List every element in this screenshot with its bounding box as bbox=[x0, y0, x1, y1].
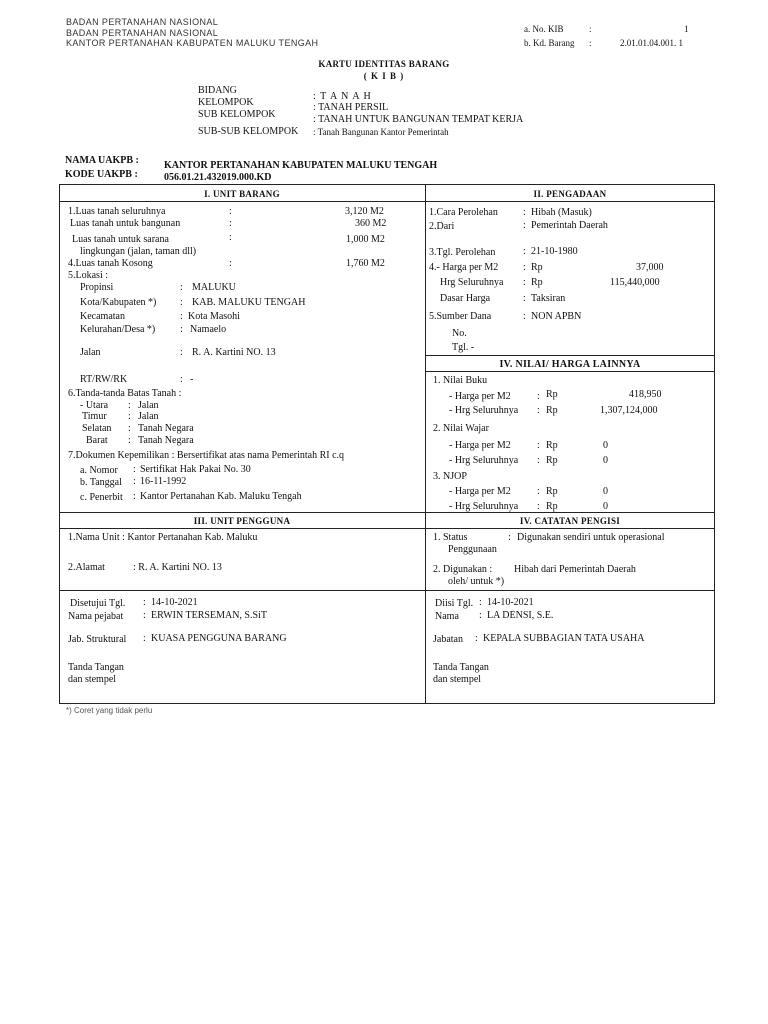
ttd-pengguna-1: Tanda Tangan bbox=[68, 662, 124, 673]
jabatan-label: Jabatan bbox=[433, 634, 463, 645]
hrg-seluruhnya-value: 115,440,000 bbox=[610, 277, 660, 288]
alamat-value: : R. A. Kartini NO. 13 bbox=[133, 562, 222, 573]
njop-m2-label: - Harga per M2 bbox=[449, 486, 511, 497]
luas-kosong-value: 1,760 M2 bbox=[346, 258, 385, 269]
row-line-nilai-sub bbox=[425, 371, 715, 372]
harga-m2-rp: Rp bbox=[531, 262, 543, 273]
kecamatan-label: Kecamatan bbox=[80, 311, 125, 322]
colon: : bbox=[537, 391, 540, 402]
colon: : bbox=[523, 262, 526, 273]
penerbit-label: c. Penerbit bbox=[80, 492, 123, 503]
pengisi-heading: IV. CATATAN PENGISI bbox=[519, 516, 621, 526]
colon: : bbox=[537, 440, 540, 451]
luas-bangunan-label: Luas tanah untuk bangunan bbox=[70, 218, 181, 229]
luas-sarana-value: 1,000 M2 bbox=[346, 234, 385, 245]
nama-uakpb-label: NAMA UAKPB : bbox=[65, 155, 139, 166]
dasar-harga-label: Dasar Harga bbox=[440, 293, 491, 304]
wajar-sel-label: - Hrg Seluruhnya bbox=[449, 455, 519, 466]
rtrw-value: - bbox=[190, 374, 194, 385]
harga-m2-label: 4.- Harga per M2 bbox=[429, 262, 499, 273]
colon: : bbox=[475, 633, 478, 644]
row-line-mid-sub bbox=[59, 528, 715, 529]
tanggal-label: b. Tanggal bbox=[80, 477, 122, 488]
buku-sel-value: 1,307,124,000 bbox=[600, 405, 658, 416]
subsub-label: SUB-SUB KELOMPOK bbox=[198, 126, 299, 137]
subsub-value: : Tanah Bangunan Kantor Pemerintah bbox=[313, 127, 449, 137]
propinsi-label: Propinsi bbox=[80, 282, 114, 293]
kelompok-label: KELOMPOK bbox=[198, 97, 254, 108]
nomor-value: Sertifikat Hak Pakai No. 30 bbox=[140, 464, 251, 475]
colon: : bbox=[537, 501, 540, 512]
alamat-label: 2.Alamat bbox=[68, 562, 105, 573]
cara-perolehan-label: 1.Cara Perolehan bbox=[429, 207, 498, 218]
colon: : bbox=[180, 324, 183, 335]
row-line-mid bbox=[59, 512, 715, 513]
kd-barang-colon: : bbox=[589, 38, 592, 48]
kota-value: KAB. MALUKU TENGAH bbox=[192, 297, 306, 308]
colon: : bbox=[523, 277, 526, 288]
nama-pejabat-value: ERWIN TERSEMAN, S.SiT bbox=[151, 610, 267, 621]
buku-m2-label: - Harga per M2 bbox=[449, 391, 511, 402]
penerbit-value: Kantor Pertanahan Kab. Maluku Tengah bbox=[140, 491, 302, 502]
sumber-tgl-label: Tgl. - bbox=[452, 342, 475, 353]
wajar-m2-label: - Harga per M2 bbox=[449, 440, 511, 451]
kelompok-value: : TANAH PERSIL bbox=[313, 102, 389, 113]
colon: : bbox=[180, 374, 183, 385]
kd-barang-value: 2.01.01.04.001. 1 bbox=[620, 38, 683, 48]
colon: : bbox=[133, 476, 136, 487]
status-value-2: Penggunaan bbox=[448, 544, 497, 555]
colon: : bbox=[229, 232, 232, 243]
kecamatan-value: Kota Masohi bbox=[188, 311, 240, 322]
unit-barang-heading: I. UNIT BARANG bbox=[204, 189, 280, 199]
colon: : bbox=[508, 532, 511, 543]
luas-total-value: 3,120 M2 bbox=[345, 206, 384, 217]
colon: : bbox=[133, 491, 136, 502]
luas-sarana-label: Luas tanah untuk sarana bbox=[72, 234, 169, 245]
nama-unit: 1.Nama Unit : Kantor Pertanahan Kab. Maluku bbox=[68, 532, 258, 543]
colon: : bbox=[523, 207, 526, 218]
harga-m2-value: 37,000 bbox=[636, 262, 664, 273]
row-line-sign bbox=[59, 590, 715, 591]
kd-barang-label: b. Kd. Barang bbox=[524, 38, 575, 48]
no-kib-value: 1 bbox=[684, 24, 689, 34]
digunakan-value: Hibah dari Pemerintah Daerah bbox=[514, 564, 636, 575]
footnote: *) Coret yang tidak perlu bbox=[66, 706, 153, 715]
bidang-label: BIDANG bbox=[198, 85, 237, 96]
barat-label: Barat bbox=[86, 435, 108, 446]
no-kib-label: a. No. KIB bbox=[524, 24, 564, 34]
colon: : bbox=[180, 282, 183, 293]
colon: : bbox=[133, 464, 136, 475]
pengguna-heading: III. UNIT PENGGUNA bbox=[193, 516, 291, 526]
bidang-value: : T A N A H bbox=[313, 91, 372, 102]
colon: : bbox=[537, 455, 540, 466]
kelurahan-value: Namaelo bbox=[190, 324, 227, 335]
jab-struktural-value: KUASA PENGGUNA BARANG bbox=[151, 633, 287, 644]
timur-value: Jalan bbox=[138, 411, 159, 422]
org-line-1: BADAN PERTANAHAN NASIONAL bbox=[66, 17, 219, 27]
nama-pejabat-label: Nama pejabat bbox=[68, 611, 124, 622]
utara-label: - Utara bbox=[80, 400, 109, 411]
colon: : bbox=[128, 411, 131, 422]
selatan-label: Selatan bbox=[82, 423, 112, 434]
sumber-dana-value: NON APBN bbox=[531, 311, 582, 322]
tgl-perolehan-label: 3.Tgl. Perolehan bbox=[429, 247, 496, 258]
njop-sel-rp: Rp bbox=[546, 501, 558, 512]
nomor-label: a. Nomor bbox=[80, 465, 118, 476]
buku-sel-label: - Hrg Seluruhnya bbox=[449, 405, 519, 416]
utara-value: Jalan bbox=[138, 400, 159, 411]
hrg-seluruhnya-label: Hrg Seluruhnya bbox=[440, 277, 504, 288]
colon: : bbox=[180, 297, 183, 308]
njop-sel-value: 0 bbox=[603, 501, 608, 512]
row-line-nilai bbox=[425, 355, 715, 356]
buku-m2-rp: Rp bbox=[546, 389, 558, 400]
subkelompok-label: SUB KELOMPOK bbox=[198, 109, 276, 120]
buku-sel-rp: Rp bbox=[546, 405, 558, 416]
digunakan-label: 2. Digunakan : bbox=[433, 564, 493, 575]
colon: : bbox=[128, 400, 131, 411]
luas-sarana-label-2: lingkungan (jalan, taman dll) bbox=[80, 246, 197, 257]
nilai-wajar-label: 2. Nilai Wajar bbox=[433, 423, 489, 434]
org-line-2: BADAN PERTANAHAN NASIONAL bbox=[66, 28, 219, 38]
dari-value: Pemerintah Daerah bbox=[531, 220, 608, 231]
nama-pengisi-value: LA DENSI, S.E. bbox=[487, 610, 554, 621]
colon: : bbox=[523, 220, 526, 231]
selatan-value: Tanah Negara bbox=[138, 423, 194, 434]
colon: : bbox=[523, 246, 526, 257]
jabatan-value: KEPALA SUBBAGIAN TATA USAHA bbox=[483, 633, 645, 644]
subkelompok-value: : TANAH UNTUK BANGUNAN TEMPAT KERJA bbox=[313, 114, 524, 125]
colon: : bbox=[180, 347, 183, 358]
hrg-seluruhnya-rp: Rp bbox=[531, 277, 543, 288]
colon: : bbox=[128, 423, 131, 434]
wajar-sel-value: 0 bbox=[603, 455, 608, 466]
propinsi-value: MALUKU bbox=[192, 282, 236, 293]
disetujui-label: Disetujui Tgl. bbox=[70, 598, 126, 609]
colon: : bbox=[128, 435, 131, 446]
njop-sel-label: - Hrg Seluruhnya bbox=[449, 501, 519, 512]
luas-total-label: 1.Luas tanah seluruhnya bbox=[68, 206, 166, 217]
jab-struktural-label: Jab. Struktural bbox=[68, 634, 127, 645]
rtrw-label: RT/RW/RK bbox=[80, 374, 128, 385]
nilai-buku-label: 1. Nilai Buku bbox=[433, 375, 488, 386]
luas-kosong-label: 4.Luas tanah Kosong bbox=[68, 258, 153, 269]
kelurahan-label: Kelurahan/Desa *) bbox=[80, 324, 156, 335]
pengadaan-heading: II. PENGADAAN bbox=[533, 189, 607, 199]
njop-m2-value: 0 bbox=[603, 486, 608, 497]
colon: : bbox=[180, 311, 183, 322]
kode-uakpb-value: 056.01.21.432019.000.KD bbox=[164, 172, 272, 183]
dari-label: 2.Dari bbox=[429, 221, 455, 232]
colon: : bbox=[479, 610, 482, 621]
kode-uakpb-label: KODE UAKPB : bbox=[65, 169, 138, 180]
buku-m2-value: 418,950 bbox=[629, 389, 662, 400]
nama-uakpb-value: KANTOR PERTANAHAN KABUPATEN MALUKU TENGAH bbox=[164, 160, 438, 171]
dokumen-label: 7.Dokumen Kepemilikan : Bersertifikat atas nama Pemerintah RI c.q bbox=[68, 450, 345, 461]
colon: : bbox=[229, 218, 232, 229]
colon: : bbox=[143, 610, 146, 621]
disetujui-value: 14-10-2021 bbox=[151, 597, 198, 608]
jalan-label: Jalan bbox=[80, 347, 101, 358]
column-divider bbox=[425, 184, 426, 704]
org-line-3: KANTOR PERTANAHAN KABUPATEN MALUKU TENGAH bbox=[66, 38, 319, 48]
colon: : bbox=[143, 633, 146, 644]
luas-bangunan-value: 360 M2 bbox=[355, 218, 387, 229]
batas-label: 6.Tanda-tanda Batas Tanah : bbox=[68, 388, 182, 399]
colon: : bbox=[143, 597, 146, 608]
njop-label: 3. NJOP bbox=[433, 471, 467, 482]
sumber-dana-label: 5.Sumber Dana bbox=[429, 311, 492, 322]
dasar-harga-value: Taksiran bbox=[531, 293, 566, 304]
wajar-sel-rp: Rp bbox=[546, 455, 558, 466]
ttd-pengguna-2: dan stempel bbox=[68, 674, 117, 685]
colon: : bbox=[479, 597, 482, 608]
colon: : bbox=[229, 206, 232, 217]
ttd-pengisi-1: Tanda Tangan bbox=[433, 662, 489, 673]
colon: : bbox=[229, 258, 232, 269]
doc-title: KARTU IDENTITAS BARANG bbox=[318, 59, 450, 69]
wajar-m2-value: 0 bbox=[603, 440, 608, 451]
nama-pengisi-label: Nama bbox=[435, 611, 459, 622]
sumber-no-label: No. bbox=[452, 328, 467, 339]
row-line-top bbox=[59, 201, 715, 202]
digunakan-value-2: oleh/ untuk *) bbox=[448, 576, 505, 587]
no-kib-colon: : bbox=[589, 24, 592, 34]
cara-perolehan-value: Hibah (Masuk) bbox=[531, 207, 592, 218]
tanggal-value: 16-11-1992 bbox=[140, 476, 187, 487]
colon: : bbox=[537, 405, 540, 416]
jalan-value: R. A. Kartini NO. 13 bbox=[192, 347, 276, 358]
colon: : bbox=[523, 311, 526, 322]
wajar-m2-rp: Rp bbox=[546, 440, 558, 451]
timur-label: Timur bbox=[82, 411, 107, 422]
nilai-heading: IV. NILAI/ HARGA LAINNYA bbox=[499, 359, 641, 370]
ttd-pengisi-2: dan stempel bbox=[433, 674, 482, 685]
colon: : bbox=[537, 486, 540, 497]
status-label: 1. Status bbox=[433, 532, 468, 543]
doc-subtitle: ( K I B ) bbox=[363, 71, 405, 81]
status-value: Digunakan sendiri untuk operasional bbox=[517, 532, 665, 543]
colon: : bbox=[523, 293, 526, 304]
lokasi-label: 5.Lokasi : bbox=[68, 270, 108, 281]
kota-label: Kota/Kabupaten *) bbox=[80, 297, 157, 308]
diisi-label: Diisi Tgl. bbox=[435, 598, 474, 609]
diisi-value: 14-10-2021 bbox=[487, 597, 534, 608]
barat-value: Tanah Negara bbox=[138, 435, 194, 446]
tgl-perolehan-value: 21-10-1980 bbox=[531, 246, 578, 257]
njop-m2-rp: Rp bbox=[546, 486, 558, 497]
